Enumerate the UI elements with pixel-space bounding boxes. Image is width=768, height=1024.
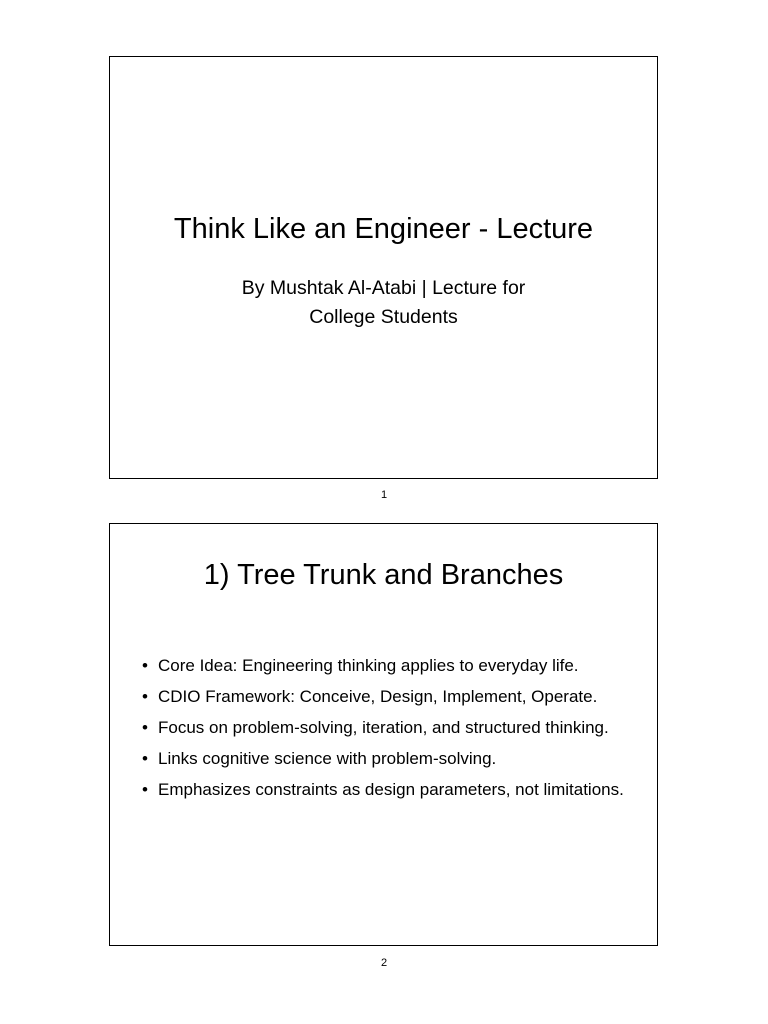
bullet-text: Focus on problem-solving, iteration, and structured thinking. [158, 718, 609, 737]
bullet-icon: • [142, 718, 148, 737]
bullet-list [140, 652, 639, 807]
bullet-text: Links cognitive science with problem-solving. [158, 749, 497, 768]
slide-1 [109, 56, 658, 479]
lecture-subtitle: By Mushtak Al-Atabi | Lecture for College Students [241, 277, 526, 328]
bullet-item [140, 652, 639, 680]
bullet-icon: • [142, 687, 148, 706]
bullet-text: Emphasizes constraints as design parameters, not limitations. [158, 780, 624, 799]
slide-heading: 1) Tree Trunk and Branches [203, 559, 564, 591]
title-block [110, 211, 657, 332]
bullet-icon: • [142, 656, 148, 675]
bullet-item [140, 776, 639, 804]
lecture-title: Think Like an Engineer - Lecture [173, 213, 594, 245]
bullet-item [140, 714, 639, 742]
bullet-icon: • [142, 780, 148, 799]
page-number-2: 2 [380, 957, 388, 969]
bullet-text: CDIO Framework: Conceive, Design, Implement, Operate. [158, 687, 598, 706]
bullet-item [140, 683, 639, 711]
bullet-icon: • [142, 749, 148, 768]
slide-2 [109, 523, 658, 946]
bullet-text: Core Idea: Engineering thinking applies to everyday life. [158, 656, 579, 675]
page-number-1: 1 [380, 489, 388, 501]
bullet-item [140, 745, 639, 773]
